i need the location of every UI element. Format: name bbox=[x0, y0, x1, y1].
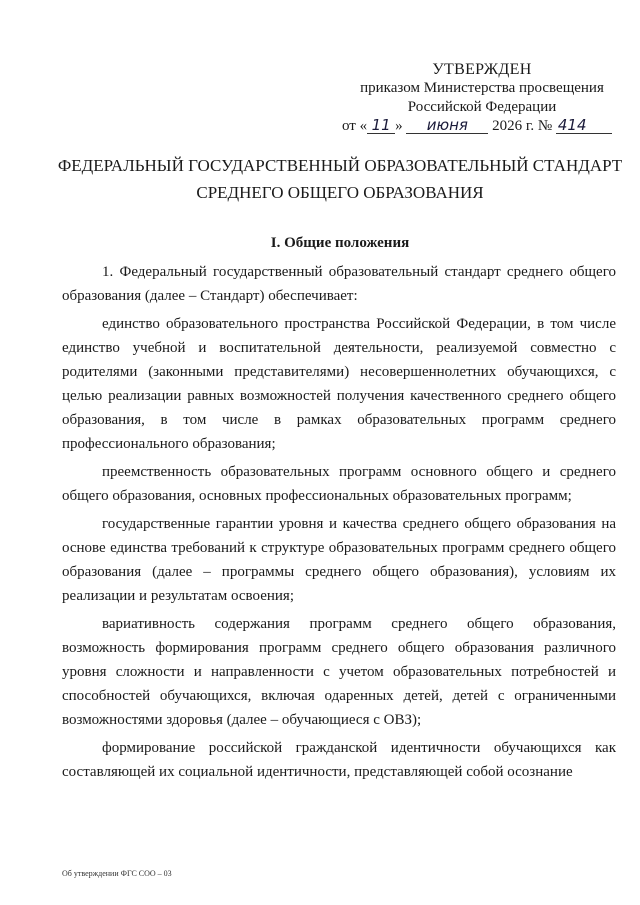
approval-heading: УТВЕРЖДЕН bbox=[432, 61, 532, 78]
paragraph: 1. Федеральный государственный образовательный стандарт среднего общего образования (далее – Стандарт) обеспечивает: bbox=[62, 264, 616, 304]
handwritten-order-number: 414 bbox=[556, 117, 612, 134]
approval-line-ministry: приказом Министерства просвещения bbox=[360, 80, 604, 96]
title-line-1: ФЕДЕРАЛЬНЫЙ ГОСУДАРСТВЕННЫЙ ОБРАЗОВАТЕЛЬНЫЙ СТАНДАРТ bbox=[57, 156, 623, 175]
paragraph: единство образовательного пространства Российской Федерации, в том числе единство учебной и воспитательной деятельности, реализуемой совместно с родителями (законными представителями) несовершеннолетних обучающихся, с целью реализации равных возможностей получения качественного среднего общего образования, в том числе в рамках образовательных программ среднего профессионального образования; bbox=[62, 316, 616, 452]
paragraph: государственные гарантии уровня и качества среднего общего образования на основе единства требований к структуре образовательных программ среднего общего образования (далее – программы среднего общего образования), условиям их реализации и результатам освоения; bbox=[62, 516, 616, 604]
paragraph: формирование российской гражданской идентичности обучающихся как составляющей их социальной идентичности, представляющей собой осознание bbox=[62, 740, 616, 780]
approval-line-federation: Российской Федерации bbox=[407, 99, 557, 115]
body-text bbox=[62, 260, 616, 788]
date-prefix: от « bbox=[342, 118, 368, 134]
approval-order-line bbox=[332, 117, 632, 136]
paragraph: вариативность содержания программ среднего общего образования, возможность формирования программ среднего общего образования различного уровня сложности и направленности с учетом образовательных потребностей и способностей обучающихся, включая одаренных детей, детей с ограниченными возможностями здоровья (далее – обучающиеся с ОВЗ); bbox=[62, 616, 616, 728]
title-line-2: СРЕДНЕГО ОБЩЕГО ОБРАЗОВАНИЯ bbox=[196, 183, 484, 202]
page-footer: Об утверждении ФГС СОО – 03 bbox=[62, 869, 172, 878]
handwritten-month: июня bbox=[406, 117, 488, 134]
date-quote-close: » bbox=[395, 118, 403, 134]
year-text: 2026 г. № bbox=[492, 118, 553, 134]
document-title bbox=[40, 152, 640, 206]
approval-block bbox=[332, 60, 632, 136]
section-heading: I. Общие положения bbox=[270, 235, 410, 251]
paragraph: преемственность образовательных программ основного общего и среднего общего образования, основных профессиональных образовательных программ; bbox=[62, 464, 616, 504]
handwritten-day: 11 bbox=[367, 117, 395, 134]
